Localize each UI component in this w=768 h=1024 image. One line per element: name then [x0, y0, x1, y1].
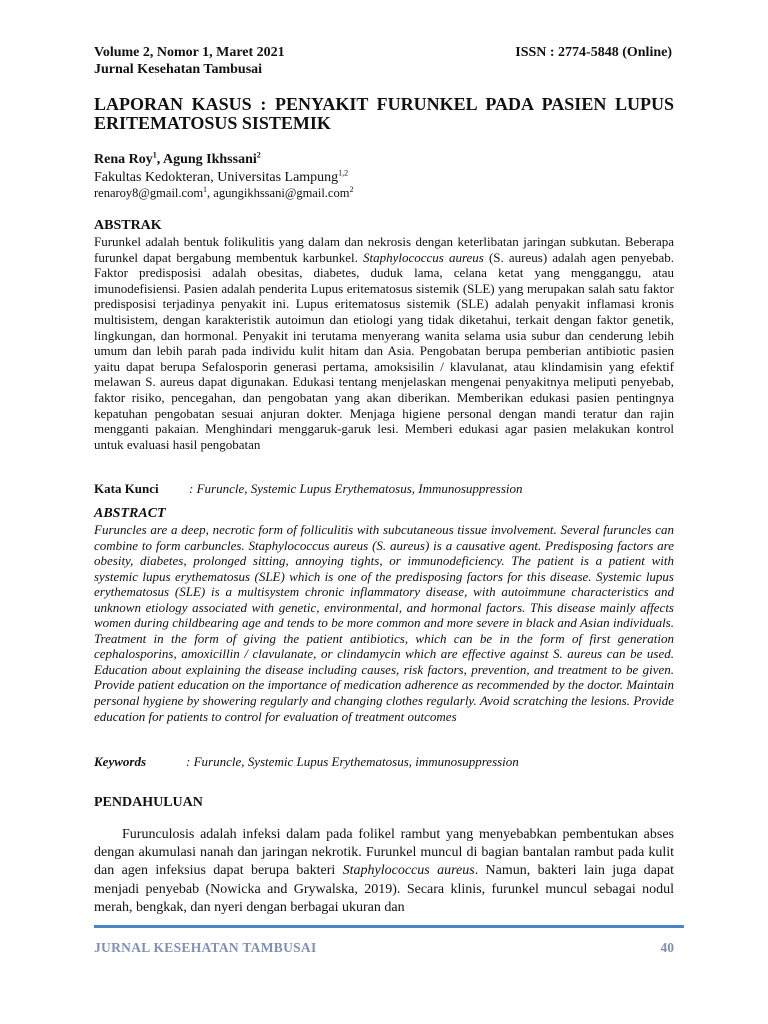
footer-divider	[94, 925, 684, 928]
author-sup: 1	[152, 150, 157, 160]
volume-info: Volume 2, Nomor 1, Maret 2021	[94, 45, 285, 60]
journal-name: Jurnal Kesehatan Tambusai	[94, 62, 263, 77]
affiliation	[94, 169, 348, 186]
email-sup: 1	[203, 184, 208, 194]
intro-italic: Staphylococcus aureus	[342, 863, 475, 879]
kata-kunci-row	[94, 481, 523, 497]
abstrak-italic: Staphylococcus aureus	[362, 249, 484, 265]
abstract-heading: ABSTRACT	[94, 506, 166, 521]
kata-kunci-value: : Furuncle, Systemic Lupus Erythematosus, Immunosuppression	[189, 481, 523, 496]
page-number: 40	[660, 940, 674, 955]
keywords-row	[94, 754, 519, 770]
affiliation-text: Fakultas Kedokteran, Universitas Lampung	[94, 170, 339, 185]
keywords-value: : Furuncle, Systemic Lupus Erythematosus, immunosuppression	[186, 754, 519, 769]
author-separator: ,	[156, 152, 163, 167]
kata-kunci-label: Kata Kunci	[94, 481, 159, 496]
author-sup: 2	[256, 150, 261, 160]
abstrak-part: Furunkel adalah bentuk folikulitis yang dalam dan nekrosis dengan keterlibatan jaringan subkutan. Beberapa furunkel dapat bergabung membentuk karbunkel.	[94, 234, 674, 265]
footer-journal-name: JURNAL KESEHATAN TAMBUSAI	[94, 940, 317, 955]
affiliation-sup: 1,2	[338, 168, 349, 178]
pendahuluan-heading: PENDAHULUAN	[94, 795, 203, 810]
intro-part: Furunculosis adalah infeksi dalam pada folikel rambut yang menyebabkan pembentukan abses dengan akumulasi nanah dan jaringan nekrotik. Furunkel muncul di bagian bantalan rambut pada kulit dan agen infeksius dapat berupa bakteri	[94, 827, 674, 879]
abstrak-part: (S. aureus) adalah agen penyebab. Faktor predisposisi adalah obesitas, diabetes, duduk lama, celana ketat yang mengganggu, atau imunodefisiensi. Pasien adalah penderita Lupus eritematosus sistemik (SLE) yang merupakan salah satu faktor predisposisi terjadinya penyakit ini. Lupus eritematosus sistemik (SLE) adalah penyakit inflamasi kronis multisistem, dengan karakteristik autoimun dan etiologi yang tidak diketahui, terkait dengan faktor genetik, lingkungan, dan hormonal. Penyakit ini terutama menyerang wanita selama usia subur dan cenderung lebih umum dan lebih parah pada individu kulit hitam dan Asia. Pengobatan berupa pemberian antibiotic pasien yaitu dapat berupa Sefalosporin generasi pertama, amoksisilin / klavulanat, atau klindamisin yang efektif melawan S. aureus dapat digunakan. Edukasi tentang menjelaskan mengenai penyakitnya meliputi penyebab, faktor risiko, pencegahan, dan pengobatan yang akan diberikan. Memberikan edukasi pasien pentingnya kepatuhan pengobatan sesuai anjuran dokter. Menjaga higiene personal dengan mandi teratur dan rajin mengganti pakaian. Menghindari menggaruk-garuk lesi. Memberi edukasi agar pasien melakukan kontrol untuk evaluasi hasil pengobatan	[94, 249, 675, 452]
author-list	[94, 151, 261, 168]
email-link[interactable]: agungikhssani@gmail.com	[213, 186, 350, 200]
abstrak-heading: ABSTRAK	[94, 218, 162, 233]
email-sup: 2	[349, 184, 354, 194]
author-name: Rena Roy	[94, 152, 153, 167]
keywords-label: Keywords	[94, 754, 146, 769]
abstract-text: Furuncles are a deep, necrotic form of folliculitis with subcutaneous tissue involvement. Several furuncles can combine to form carbuncles. Staphylococcus aureus (S. aureus) is a causative agent. Predisposing factors are obesity, diabetes, prolonged sitting, annoying tights, or immunodeficiency. The patient is a patient with systemic lupus erythematosus (SLE) which is one of the predisposing factors for this disease. Systemic lupus erythematosus (SLE) is a multisystem chronic inflammatory disease, with autoimmune characteristics and unknown etiology associated with genetic, environmental, and hormonal factors. This disease mainly affects women during childbearing age and tends to be more common and more severe in black and Asian individuals. Treatment in the form of giving the patient antibiotics, which can be in the form of first generation cephalosporins, amoxicillin / clavulanate, or clindamycin which are effective against S. aureus can be used. Education about explaining the disease including causes, risk factors, prevention, and treatment to be given. Provide patient education on the importance of medication adherence as recommended by the doctor. Maintain personal hygiene by showering regularly and changing clothes regularly. Avoid scratching the lesions. Provide education for patients to control for evaluation of treatment outcomes	[94, 522, 674, 724]
pendahuluan-text	[94, 826, 674, 917]
email-link[interactable]: renaroy8@gmail.com	[94, 186, 204, 200]
running-header-left	[94, 44, 285, 78]
article-title: LAPORAN KASUS : PENYAKIT FURUNKEL PADA PASIEN LUPUS ERITEMATOSUS SISTEMIK	[94, 94, 674, 133]
intro-part: . Namun, bakteri lain juga dapat menjadi penyebab (Nowicka and Grywalska, 2019). Secara klinis, furunkel muncul sebagai nodul merah, bengkak, dan nyeri dengan berbagai ukuran dan	[94, 863, 674, 915]
issn-info: ISSN : 2774-5848 (Online)	[515, 45, 672, 60]
email-separator: ,	[207, 186, 214, 200]
abstrak-text	[94, 234, 674, 452]
author-name: Agung Ikhssani	[162, 152, 257, 167]
author-emails	[94, 186, 353, 201]
